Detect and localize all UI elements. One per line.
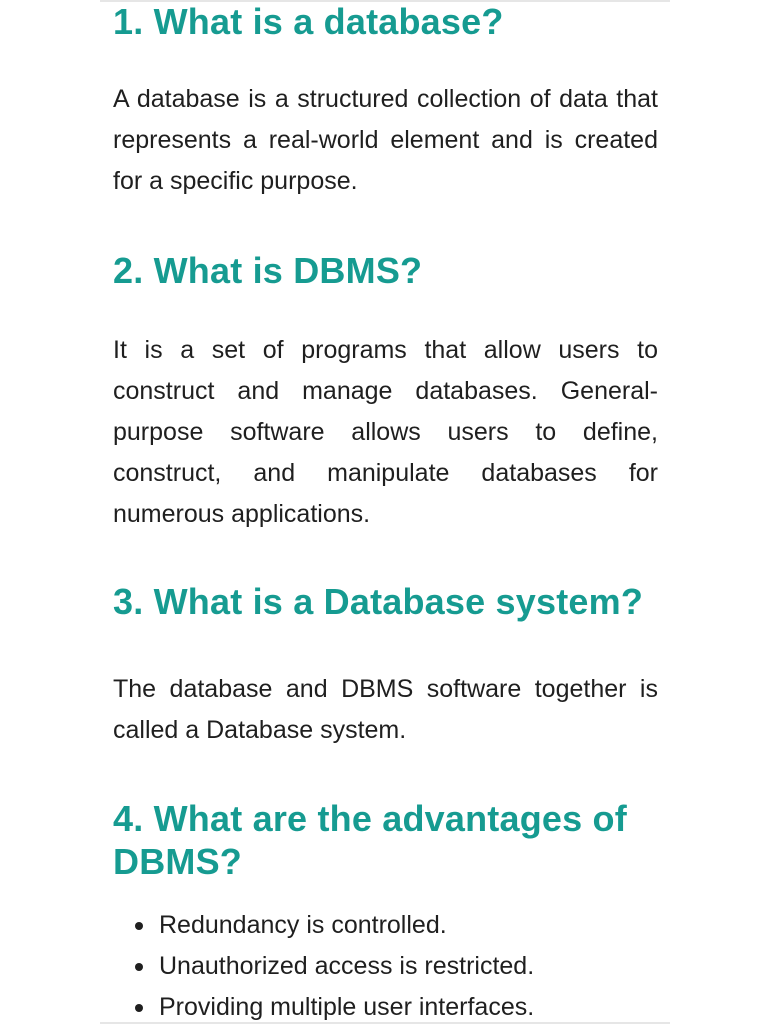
bullet-icon — [135, 1004, 143, 1012]
bullet-icon — [135, 963, 143, 971]
list-item — [135, 987, 695, 1024]
section-2-heading: 2. What is DBMS? — [113, 250, 423, 291]
list-item-text: Unauthorized access is restricted. — [159, 952, 535, 980]
section-4-heading: 4. What are the advantages of DBMS? — [113, 798, 627, 882]
bullet-icon — [135, 922, 143, 930]
section-1-paragraph: A database is a structured collection of data that represents a real-world element and is created for a specific purpose. — [113, 85, 658, 195]
list-item-text: Providing multiple user interfaces. — [159, 993, 535, 1021]
advantages-list — [135, 905, 695, 1024]
list-item — [135, 946, 695, 987]
list-item — [135, 905, 695, 946]
section-1-heading: 1. What is a database? — [113, 1, 504, 42]
section-2-paragraph: It is a set of programs that allow users to construct and manage databases. General-purpose software allows users to define, construct, and manipulate databases for numerous applications. — [113, 336, 658, 528]
section-3-heading: 3. What is a Database system? — [113, 581, 644, 622]
list-item-text: Redundancy is controlled. — [159, 911, 447, 939]
section-3-paragraph: The database and DBMS software together is called a Database system. — [113, 675, 658, 744]
